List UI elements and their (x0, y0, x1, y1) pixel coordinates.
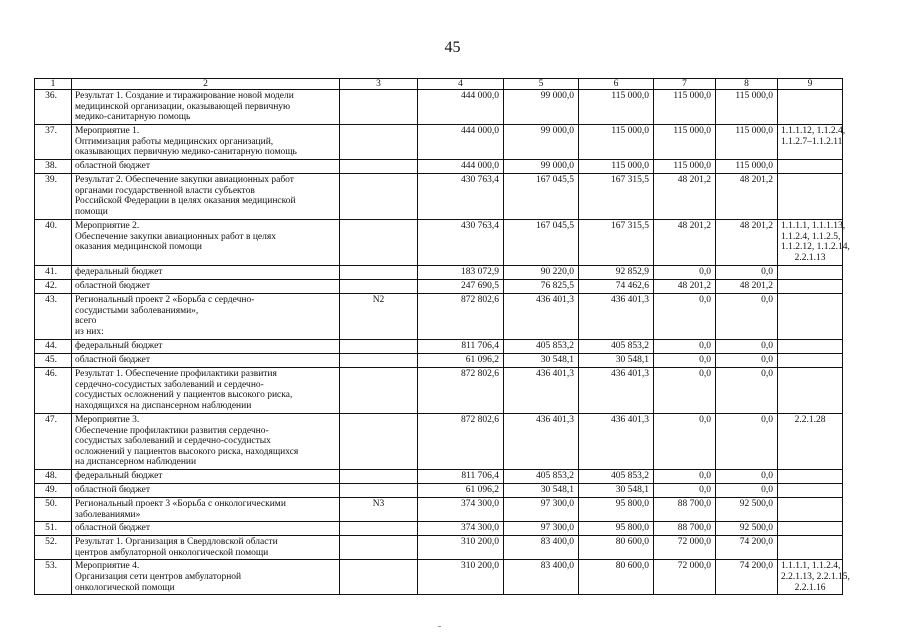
amount-cell: 99 000,0 (504, 125, 579, 160)
table-row (35, 414, 843, 470)
item-name-line: центров амбулаторной онкологической помощи (75, 547, 269, 558)
amount-cell: 92 500,0 (716, 498, 778, 522)
amount-cell: 30 548,1 (579, 354, 654, 368)
total-amount-cell: 310 200,0 (418, 536, 504, 560)
table-row (35, 266, 843, 280)
project-code-cell (340, 560, 418, 595)
item-name-cell (72, 220, 340, 266)
item-name-cell (72, 536, 340, 560)
amount-cell: 405 853,2 (579, 340, 654, 354)
total-amount-cell: 61 096,2 (418, 484, 504, 498)
column-header: 6 (579, 79, 654, 90)
amount-cell: 48 201,2 (654, 220, 716, 266)
project-code-cell (340, 266, 418, 280)
target-indicator-line: 1.1.2.7–1.1.2.11 (781, 136, 843, 147)
item-name-line: медицинской организации, оказывающей первичную (75, 101, 291, 112)
target-indicators-cell (778, 536, 843, 560)
target-indicators-cell (778, 498, 843, 522)
project-code-cell: N3 (340, 498, 418, 522)
project-code-cell (340, 470, 418, 484)
project-code-cell (340, 414, 418, 470)
item-name-line: Оптимизация работы медицинских организаций, (75, 136, 274, 147)
table-row (35, 368, 843, 414)
item-name-line: из них: (75, 326, 104, 337)
amount-cell: 95 800,0 (579, 498, 654, 522)
project-code-cell (340, 160, 418, 174)
table-row (35, 536, 843, 560)
amount-cell: 30 548,1 (504, 354, 579, 368)
total-amount-cell: 374 300,0 (418, 498, 504, 522)
project-code-cell (340, 174, 418, 220)
amount-cell: 436 401,3 (579, 368, 654, 414)
item-name-line: Результат 2. Обеспечение закупки авиационных работ (75, 175, 294, 185)
project-code-cell (340, 125, 418, 160)
table-row (35, 484, 843, 498)
amount-cell: 72 000,0 (654, 536, 716, 560)
row-number-cell: 38. (35, 160, 72, 174)
amount-cell: 0,0 (716, 414, 778, 470)
item-name-line: Российской Федерации в целях оказания медицинской (75, 196, 296, 207)
total-amount-cell: 430 763,4 (418, 220, 504, 266)
item-name-line: Мероприятие 4. (75, 561, 140, 572)
table-body (35, 79, 850, 595)
target-indicators-cell (778, 414, 843, 470)
table-row (35, 174, 843, 220)
item-name-line: областной бюджет (75, 281, 151, 291)
project-code-cell (340, 484, 418, 498)
amount-cell: 0,0 (716, 470, 778, 484)
amount-cell: 83 400,0 (504, 536, 579, 560)
row-number-cell: 41. (35, 266, 72, 280)
item-name-line: федеральный бюджет (75, 267, 163, 277)
amount-cell: 83 400,0 (504, 560, 579, 595)
amount-cell: 167 315,5 (579, 174, 654, 220)
amount-cell: 0,0 (716, 294, 778, 340)
item-name-cell (72, 90, 340, 125)
project-code-cell (340, 354, 418, 368)
table-row (35, 340, 843, 354)
amount-cell: 436 401,3 (504, 368, 579, 414)
item-name-line: сосудистых осложнений у пациентов высокого риска, (75, 390, 293, 401)
item-name-line: областной бюджет (75, 355, 151, 365)
item-name-line: Мероприятие 1. (75, 126, 140, 136)
table-row (35, 470, 843, 484)
item-name-line: органами государственной власти субъектов (75, 185, 255, 196)
amount-cell: 167 315,5 (579, 220, 654, 266)
item-name-line: Обеспечение закупки авиационных работ в целях (75, 231, 276, 242)
table-row (35, 354, 843, 368)
item-name-cell (72, 266, 340, 280)
amount-cell: 115 000,0 (654, 125, 716, 160)
item-name-line: на диспансерном наблюдении (75, 457, 197, 468)
amount-cell: 0,0 (654, 414, 716, 470)
column-header: 1 (35, 79, 72, 90)
item-name-line: областной бюджет (75, 161, 151, 171)
row-number-cell: 47. (35, 414, 72, 470)
amount-cell: 74 200,0 (716, 536, 778, 560)
column-number-row (35, 79, 843, 90)
amount-cell: 115 000,0 (579, 90, 654, 125)
amount-cell: 0,0 (716, 484, 778, 498)
item-name-cell (72, 498, 340, 522)
amount-cell: 167 045,5 (504, 220, 579, 266)
program-table (34, 78, 850, 595)
amount-cell: 0,0 (654, 340, 716, 354)
total-amount-cell: 872 802,6 (418, 294, 504, 340)
amount-cell: 0,0 (716, 340, 778, 354)
amount-cell: 115 000,0 (579, 160, 654, 174)
amount-cell: 405 853,2 (504, 340, 579, 354)
amount-cell: 0,0 (654, 484, 716, 498)
amount-cell: 0,0 (654, 470, 716, 484)
target-indicators-cell (778, 220, 850, 266)
project-code-cell (340, 522, 418, 536)
target-indicators-cell (778, 266, 843, 280)
item-name-line: сосудистыми заболеваниями», (75, 305, 199, 316)
row-number-cell: 36. (35, 90, 72, 125)
table-row (35, 90, 843, 125)
item-name-line: онкологической помощи (75, 582, 175, 593)
table-row (35, 220, 843, 266)
amount-cell: 115 000,0 (654, 90, 716, 125)
amount-cell: 0,0 (654, 354, 716, 368)
target-indicator-line: 1.1.1.1, 1.1.2.4, (781, 561, 841, 572)
amount-cell: 48 201,2 (716, 174, 778, 220)
column-header: 3 (340, 79, 418, 90)
item-name-line: Организация сети центров амбулаторной (75, 571, 242, 582)
amount-cell: 74 200,0 (716, 560, 778, 595)
project-code-cell (340, 90, 418, 125)
amount-cell: 436 401,3 (579, 294, 654, 340)
column-header: 7 (654, 79, 716, 90)
amount-cell: 115 000,0 (716, 125, 778, 160)
amount-cell: 115 000,0 (654, 160, 716, 174)
amount-cell: 76 825,5 (504, 280, 579, 294)
item-name-line: медико-санитарную помощь (75, 112, 191, 123)
target-indicators-cell (778, 280, 843, 294)
total-amount-cell: 183 072,9 (418, 266, 504, 280)
target-indicators-cell (778, 522, 843, 536)
item-name-line: сосудистых заболеваний и сердечно-сосудистых (75, 436, 271, 447)
target-indicators-cell (778, 368, 843, 414)
table-row (35, 498, 843, 522)
item-name-line: Обеспечение профилактики развития сердечно- (75, 425, 269, 436)
total-amount-cell: 310 200,0 (418, 560, 504, 595)
amount-cell: 99 000,0 (504, 90, 579, 125)
target-indicators-cell (778, 484, 843, 498)
amount-cell: 0,0 (716, 266, 778, 280)
item-name-cell (72, 522, 340, 536)
item-name-cell (72, 340, 340, 354)
table-row (35, 160, 843, 174)
target-indicator-line: 1.1.1.12, 1.1.2.4, (781, 126, 846, 136)
project-code-cell (340, 536, 418, 560)
item-name-cell (72, 160, 340, 174)
row-number-cell: 45. (35, 354, 72, 368)
amount-cell: 436 401,3 (504, 294, 579, 340)
row-number-cell: 39. (35, 174, 72, 220)
amount-cell: 436 401,3 (579, 414, 654, 470)
item-name-line: областной бюджет (75, 523, 151, 534)
item-name-line: областной бюджет (75, 485, 151, 495)
item-name-line: находящихся на диспансерном наблюдении (75, 400, 252, 411)
item-name-cell (72, 354, 340, 368)
row-number-cell: 46. (35, 368, 72, 414)
item-name-cell (72, 368, 340, 414)
total-amount-cell: 444 000,0 (418, 90, 504, 125)
item-name-line: оказания медицинской помощи (75, 242, 202, 253)
row-number-cell: 43. (35, 294, 72, 340)
page-number: 45 (444, 39, 461, 56)
amount-cell: 0,0 (716, 368, 778, 414)
target-indicator-line: 2.2.1.16 (794, 582, 826, 593)
scan-mark (438, 626, 441, 627)
amount-cell: 92 500,0 (716, 522, 778, 536)
amount-cell: 115 000,0 (716, 90, 778, 125)
project-code-cell (340, 280, 418, 294)
total-amount-cell: 374 300,0 (418, 522, 504, 536)
item-name-line: федеральный бюджет (75, 341, 163, 351)
target-indicators-cell (778, 470, 843, 484)
item-name-cell (72, 470, 340, 484)
amount-cell: 48 201,2 (654, 174, 716, 220)
row-number-cell: 49. (35, 484, 72, 498)
item-name-line: оказывающих первичную медико-санитарную помощь (75, 147, 297, 158)
target-indicator-line: 1.1.2.12, 1.1.2.14, (781, 242, 850, 253)
row-number-cell: 53. (35, 560, 72, 595)
column-header: 9 (778, 79, 843, 90)
row-number-cell: 52. (35, 536, 72, 560)
amount-cell: 88 700,0 (654, 498, 716, 522)
amount-cell: 405 853,2 (579, 470, 654, 484)
amount-cell: 0,0 (654, 294, 716, 340)
item-name-line: Результат 1. Организация в Свердловской области (75, 537, 278, 548)
item-name-cell (72, 484, 340, 498)
amount-cell: 90 220,0 (504, 266, 579, 280)
row-number-cell: 51. (35, 522, 72, 536)
target-indicator-line: 2.2.1.28 (794, 415, 826, 425)
row-number-cell: 37. (35, 125, 72, 160)
amount-cell: 167 045,5 (504, 174, 579, 220)
row-number-cell: 44. (35, 340, 72, 354)
item-name-line: федеральный бюджет (75, 471, 163, 481)
project-code-cell: N2 (340, 294, 418, 340)
item-name-cell (72, 414, 340, 470)
amount-cell: 0,0 (716, 354, 778, 368)
item-name-cell (72, 560, 340, 595)
amount-cell: 30 548,1 (504, 484, 579, 498)
amount-cell: 115 000,0 (716, 160, 778, 174)
item-name-line: Результат 1. Создание и тиражирование новой модели (75, 91, 294, 101)
item-name-cell (72, 174, 340, 220)
row-number-cell: 40. (35, 220, 72, 266)
target-indicators-cell (778, 174, 843, 220)
amount-cell: 74 462,6 (579, 280, 654, 294)
total-amount-cell: 811 706,4 (418, 340, 504, 354)
total-amount-cell: 872 802,6 (418, 414, 504, 470)
amount-cell: 115 000,0 (579, 125, 654, 160)
amount-cell: 72 000,0 (654, 560, 716, 595)
total-amount-cell: 247 690,5 (418, 280, 504, 294)
amount-cell: 0,0 (654, 266, 716, 280)
target-indicator-line: 1.1.2.4, 1.1.2.5, (781, 231, 841, 242)
total-amount-cell: 444 000,0 (418, 160, 504, 174)
item-name-line: сердечно-сосудистых заболеваний и сердечно- (75, 379, 264, 390)
target-indicator-line: 2.2.1.13, 2.2.1.15, (781, 571, 850, 582)
amount-cell: 0,0 (654, 368, 716, 414)
item-name-line: всего (75, 316, 97, 327)
total-amount-cell: 872 802,6 (418, 368, 504, 414)
item-name-cell (72, 294, 340, 340)
item-name-line: Мероприятие 2. (75, 221, 140, 231)
item-name-line: Региональный проект 3 «Борьба с онкологическими (75, 499, 286, 509)
target-indicators-cell (778, 90, 843, 125)
target-indicators-cell (778, 560, 850, 595)
table-row (35, 294, 843, 340)
amount-cell: 48 201,2 (716, 280, 778, 294)
target-indicators-cell (778, 125, 846, 160)
amount-cell: 95 800,0 (579, 522, 654, 536)
target-indicator-line: 1.1.1.1, 1.1.1.13, (781, 221, 846, 231)
item-name-line: Мероприятие 3. (75, 415, 140, 425)
amount-cell: 48 201,2 (716, 220, 778, 266)
amount-cell: 88 700,0 (654, 522, 716, 536)
target-indicators-cell (778, 160, 843, 174)
total-amount-cell: 811 706,4 (418, 470, 504, 484)
amount-cell: 80 600,0 (579, 536, 654, 560)
item-name-line: Результат 1. Обеспечение профилактики развития (75, 369, 277, 379)
row-number-cell: 50. (35, 498, 72, 522)
total-amount-cell: 430 763,4 (418, 174, 504, 220)
amount-cell: 436 401,3 (504, 414, 579, 470)
item-name-cell (72, 125, 340, 160)
amount-cell: 30 548,1 (579, 484, 654, 498)
column-header: 2 (72, 79, 340, 90)
amount-cell: 92 852,9 (579, 266, 654, 280)
table-row (35, 280, 843, 294)
amount-cell: 97 300,0 (504, 522, 579, 536)
project-code-cell (340, 340, 418, 354)
target-indicators-cell (778, 340, 843, 354)
table-row (35, 560, 843, 595)
target-indicators-cell (778, 354, 843, 368)
row-number-cell: 42. (35, 280, 72, 294)
amount-cell: 48 201,2 (654, 280, 716, 294)
column-header: 4 (418, 79, 504, 90)
project-code-cell (340, 368, 418, 414)
item-name-line: заболеваниями» (75, 509, 141, 520)
table-row (35, 125, 843, 160)
table-row (35, 522, 843, 536)
target-indicators-cell (778, 294, 843, 340)
item-name-line: осложнений у пациентов высокого риска, находящихся (75, 446, 299, 457)
total-amount-cell: 61 096,2 (418, 354, 504, 368)
amount-cell: 99 000,0 (504, 160, 579, 174)
amount-cell: 97 300,0 (504, 498, 579, 522)
item-name-line: помощи (75, 206, 108, 217)
item-name-line: Региональный проект 2 «Борьба с сердечно- (75, 295, 255, 305)
project-code-cell (340, 220, 418, 266)
target-indicator-line: 2.2.1.13 (794, 252, 826, 263)
amount-cell: 405 853,2 (504, 470, 579, 484)
amount-cell: 80 600,0 (579, 560, 654, 595)
column-header: 8 (716, 79, 778, 90)
total-amount-cell: 444 000,0 (418, 125, 504, 160)
item-name-cell (72, 280, 340, 294)
column-header: 5 (504, 79, 579, 90)
row-number-cell: 48. (35, 470, 72, 484)
